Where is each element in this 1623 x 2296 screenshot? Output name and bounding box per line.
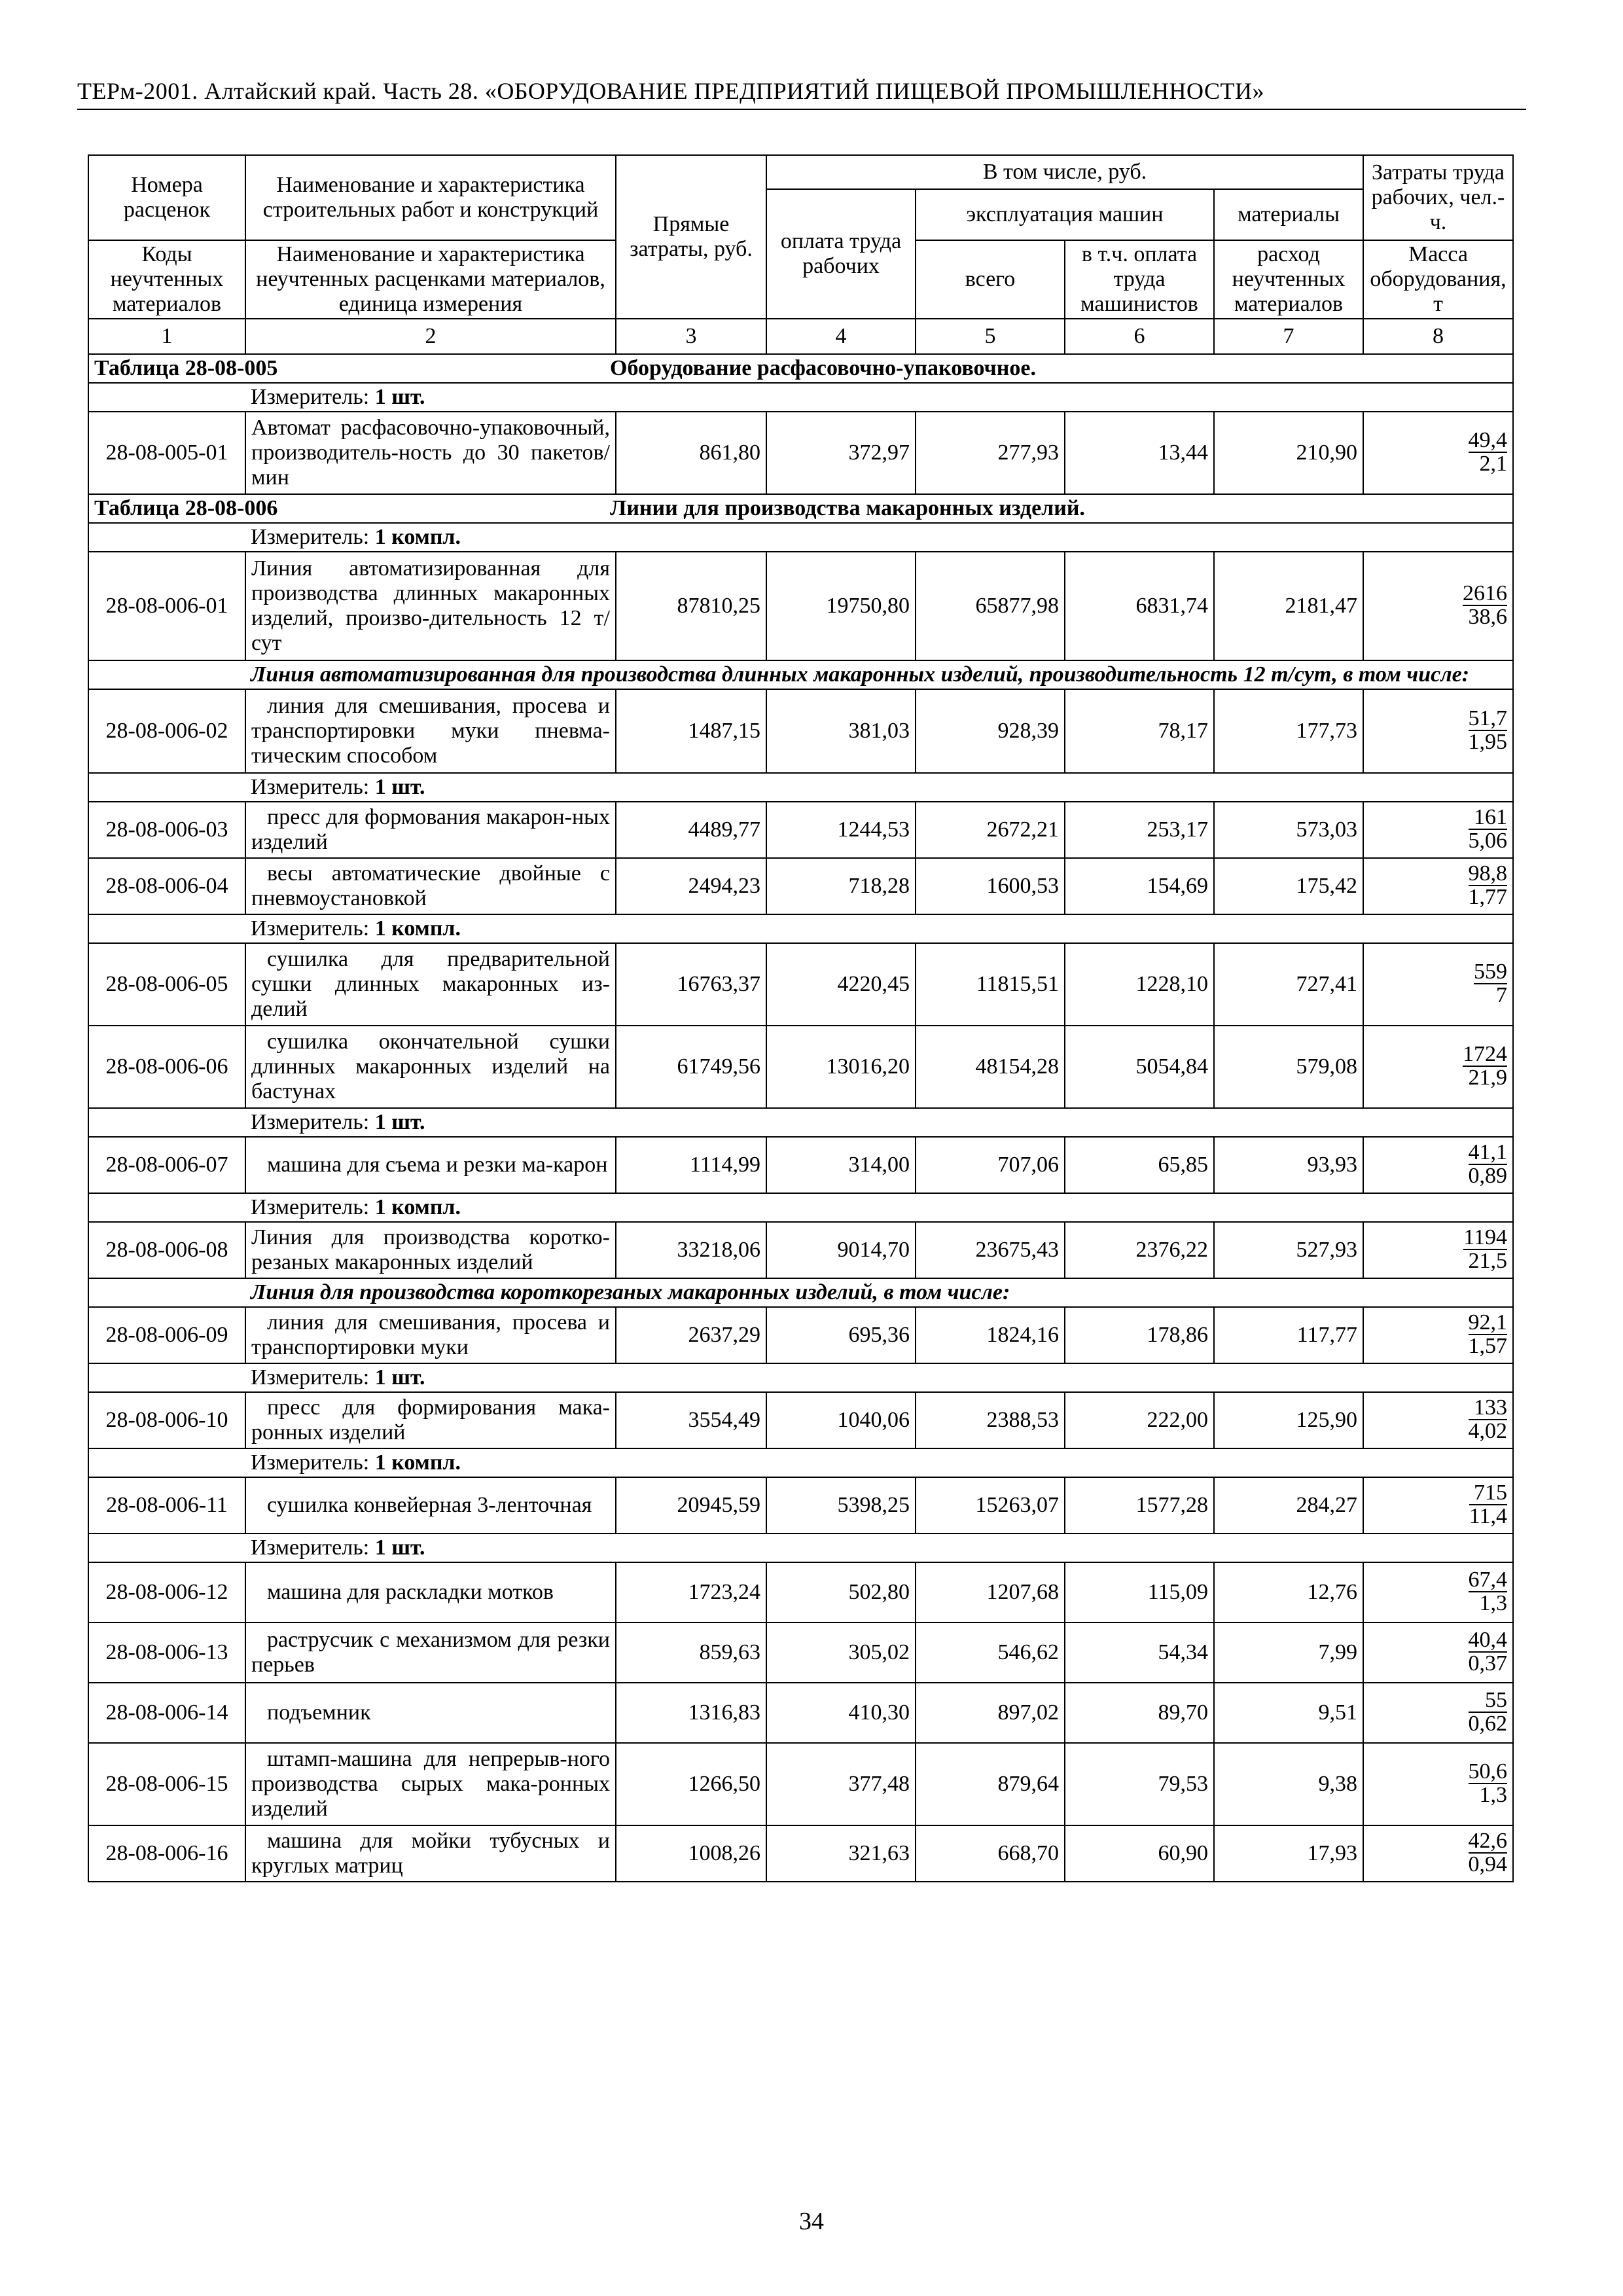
- materials-value: 17,93: [1214, 1825, 1363, 1882]
- direct-costs: 20945,59: [616, 1477, 766, 1534]
- measure-row: [245, 1363, 1513, 1392]
- measure-row: [245, 914, 1513, 943]
- machine-total: 1207,68: [916, 1562, 1065, 1623]
- labor-value: 161: [1469, 806, 1508, 830]
- worker-pay: 381,03: [766, 689, 916, 773]
- materials-value: 727,41: [1214, 943, 1363, 1026]
- machine-total: 668,70: [916, 1825, 1065, 1882]
- col-number: 4: [766, 319, 916, 354]
- table-row: [88, 412, 1513, 494]
- direct-costs: 1008,26: [616, 1825, 766, 1882]
- operator-pay: 253,17: [1065, 802, 1214, 858]
- labor-value: 55: [1469, 1689, 1508, 1713]
- rate-code: 28-08-006-07: [88, 1137, 245, 1193]
- machine-total: 897,02: [916, 1683, 1065, 1743]
- rate-description: линия для смешивания, просева и транспортировки муки пневма-тическим способом: [245, 689, 616, 773]
- table-row: [88, 689, 1513, 773]
- materials-value: 175,42: [1214, 858, 1363, 914]
- rate-description: машина для раскладки мотков: [245, 1562, 616, 1623]
- operator-pay: 54,34: [1065, 1623, 1214, 1683]
- col-worker-pay: оплата труда рабочих: [766, 189, 916, 319]
- col-unaccounted-names: Наименование и характеристика неучтенных расценками материалов, единица измерения: [245, 240, 616, 319]
- measure-row: [245, 773, 1513, 802]
- rate-code: 28-08-006-02: [88, 689, 245, 773]
- rate-description: Автомат расфасовочно-упаковочный, производитель-ность до 30 пакетов/мин: [245, 412, 616, 494]
- table-title: Оборудование расфасовочно-упаковочное.: [610, 356, 1036, 380]
- materials-value: 579,08: [1214, 1026, 1363, 1108]
- materials-value: 12,76: [1214, 1562, 1363, 1623]
- materials-value: 284,27: [1214, 1477, 1363, 1534]
- worker-pay: 1040,06: [766, 1392, 916, 1448]
- worker-pay: 502,80: [766, 1562, 916, 1623]
- operator-pay: 79,53: [1065, 1743, 1214, 1825]
- col-total: всего: [916, 240, 1065, 319]
- table-row: [88, 802, 1513, 858]
- materials-value: 210,90: [1214, 412, 1363, 494]
- machine-total: 15263,07: [916, 1477, 1065, 1534]
- labor-value: 67,4: [1468, 1568, 1507, 1592]
- labor-mass: [1363, 802, 1513, 858]
- mass-value: 0,62: [1468, 1712, 1507, 1736]
- labor-mass: [1363, 1477, 1513, 1534]
- rate-code: 28-08-006-16: [88, 1825, 245, 1882]
- direct-costs: 1266,50: [616, 1743, 766, 1825]
- col-rate-numbers: Номера расценок: [88, 155, 245, 240]
- operator-pay: 115,09: [1065, 1562, 1214, 1623]
- table-heading: [88, 354, 1513, 383]
- rate-code: 28-08-006-10: [88, 1392, 245, 1448]
- col-materials: материалы: [1214, 189, 1363, 240]
- machine-total: 48154,28: [916, 1026, 1065, 1108]
- measure-value: 1 шт.: [374, 385, 425, 409]
- labor-value: 51,7: [1468, 706, 1507, 730]
- materials-value: 527,93: [1214, 1222, 1363, 1278]
- direct-costs: 16763,37: [616, 943, 766, 1026]
- direct-costs: 861,80: [616, 412, 766, 494]
- machine-total: 928,39: [916, 689, 1065, 773]
- col-labor-costs: Затраты труда рабочих, чел.-ч.: [1363, 155, 1513, 240]
- materials-value: 125,90: [1214, 1392, 1363, 1448]
- direct-costs: 859,63: [616, 1623, 766, 1683]
- table-row: [88, 1307, 1513, 1363]
- machine-total: 65877,98: [916, 552, 1065, 660]
- table-title: Линии для производства макаронных изделий.: [610, 496, 1085, 520]
- measure-value: 1 шт.: [374, 775, 425, 799]
- labor-mass: [1363, 1825, 1513, 1882]
- operator-pay: 60,90: [1065, 1825, 1214, 1882]
- mass-value: 7: [1496, 983, 1507, 1007]
- table-row: [88, 858, 1513, 914]
- table-row: [88, 1623, 1513, 1683]
- rate-description: пресс для формования макарон-ных изделий: [245, 802, 616, 858]
- worker-pay: 4220,45: [766, 943, 916, 1026]
- worker-pay: 19750,80: [766, 552, 916, 660]
- labor-mass: [1363, 1026, 1513, 1108]
- operator-pay: 2376,22: [1065, 1222, 1214, 1278]
- rate-description: машина для съема и резки ма-карон: [245, 1137, 616, 1193]
- rate-code: 28-08-006-06: [88, 1026, 245, 1108]
- operator-pay: 78,17: [1065, 689, 1214, 773]
- labor-mass: [1363, 1623, 1513, 1683]
- mass-value: 1,95: [1468, 730, 1507, 754]
- col-number: 7: [1214, 319, 1363, 354]
- col-equipment-mass: Масса оборудования, т: [1363, 240, 1513, 319]
- labor-mass: [1363, 689, 1513, 773]
- labor-value: 98,8: [1468, 861, 1507, 886]
- operator-pay: 6831,74: [1065, 552, 1214, 660]
- mass-value: 4,02: [1468, 1419, 1507, 1443]
- machine-total: 879,64: [916, 1743, 1065, 1825]
- worker-pay: 305,02: [766, 1623, 916, 1683]
- direct-costs: 1723,24: [616, 1562, 766, 1623]
- labor-value: 92,1: [1468, 1310, 1507, 1335]
- machine-total: 277,93: [916, 412, 1065, 494]
- machine-total: 23675,43: [916, 1222, 1065, 1278]
- worker-pay: 695,36: [766, 1307, 916, 1363]
- machine-total: 11815,51: [916, 943, 1065, 1026]
- worker-pay: 410,30: [766, 1683, 916, 1743]
- col-number: 3: [616, 319, 766, 354]
- labor-value: 133: [1469, 1397, 1508, 1420]
- operator-pay: 222,00: [1065, 1392, 1214, 1448]
- col-number: 5: [916, 319, 1065, 354]
- rate-description: штамп-машина для непрерыв-ного производства сырых мака-ронных изделий: [245, 1743, 616, 1825]
- labor-mass: [1363, 1307, 1513, 1363]
- labor-value: 2616: [1463, 581, 1507, 605]
- direct-costs: 87810,25: [616, 552, 766, 660]
- worker-pay: 377,48: [766, 1743, 916, 1825]
- materials-value: 2181,47: [1214, 552, 1363, 660]
- materials-value: 117,77: [1214, 1307, 1363, 1363]
- machine-total: 707,06: [916, 1137, 1065, 1193]
- rate-code: 28-08-006-01: [88, 552, 245, 660]
- labor-value: 42,6: [1468, 1829, 1507, 1853]
- labor-mass: [1363, 1562, 1513, 1623]
- measure-value: 1 шт.: [374, 1535, 425, 1560]
- table-row: [88, 1392, 1513, 1448]
- mass-value: 2,1: [1479, 452, 1507, 476]
- rate-code: 28-08-006-15: [88, 1743, 245, 1825]
- table-row: [88, 1683, 1513, 1743]
- operator-pay: 89,70: [1065, 1683, 1214, 1743]
- table-row: [88, 1222, 1513, 1278]
- col-work-name: Наименование и характеристика строительных работ и конструкций: [245, 155, 616, 240]
- rate-code: 28-08-006-03: [88, 802, 245, 858]
- measure-label: Измеритель:: [251, 1365, 370, 1390]
- table-row: [88, 1825, 1513, 1882]
- measure-value: 1 шт.: [374, 1365, 425, 1390]
- table-row: [88, 1743, 1513, 1825]
- operator-pay: 13,44: [1065, 412, 1214, 494]
- mass-value: 0,89: [1468, 1164, 1507, 1188]
- rate-description: пресс для формирования мака-ронных изделий: [245, 1392, 616, 1448]
- page-number: 34: [799, 2208, 824, 2235]
- col-number: 8: [1363, 319, 1513, 354]
- rate-description: Линия для производства коротко-резаных макаронных изделий: [245, 1222, 616, 1278]
- measure-value: 1 компл.: [374, 525, 461, 549]
- table-heading: [88, 494, 1513, 523]
- col-direct-costs: Прямые затраты, руб.: [616, 155, 766, 319]
- labor-mass: [1363, 1683, 1513, 1743]
- measure-row: [245, 383, 1513, 412]
- rate-code: 28-08-006-08: [88, 1222, 245, 1278]
- labor-value: 50,6: [1468, 1759, 1507, 1784]
- table-row: [88, 1026, 1513, 1108]
- materials-value: 9,51: [1214, 1683, 1363, 1743]
- table-number: Таблица 28-08-005: [94, 356, 278, 380]
- labor-mass: [1363, 552, 1513, 660]
- table-row: [88, 1562, 1513, 1623]
- labor-mass: [1363, 1137, 1513, 1193]
- materials-value: 573,03: [1214, 802, 1363, 858]
- labor-mass: [1363, 1222, 1513, 1278]
- mass-value: 21,5: [1468, 1249, 1507, 1273]
- worker-pay: 314,00: [766, 1137, 916, 1193]
- machine-total: 546,62: [916, 1623, 1065, 1683]
- col-incl-operator-pay: в т.ч. оплата труда машинистов: [1065, 240, 1214, 319]
- measure-row: [245, 1448, 1513, 1477]
- direct-costs: 61749,56: [616, 1026, 766, 1108]
- labor-value: 1724: [1463, 1042, 1507, 1066]
- rate-code: 28-08-006-04: [88, 858, 245, 914]
- running-header: ТЕРм-2001. Алтайский край. Часть 28. «ОБОРУДОВАНИЕ ПРЕДПРИЯТИЙ ПИЩЕВОЙ ПРОМЫШЛЕННОСТИ»: [77, 78, 1264, 104]
- mass-value: 5,06: [1468, 829, 1507, 853]
- measure-label: Измеритель:: [251, 385, 370, 409]
- table-row: [88, 1477, 1513, 1534]
- mass-value: 1,3: [1479, 1591, 1507, 1615]
- col-machine-operation: эксплуатация машин: [916, 189, 1214, 240]
- labor-mass: [1363, 858, 1513, 914]
- header-rule: [77, 109, 1526, 110]
- labor-mass: [1363, 412, 1513, 494]
- measure-label: Измеритель:: [251, 775, 370, 799]
- rate-description: подъемник: [245, 1683, 616, 1743]
- operator-pay: 1577,28: [1065, 1477, 1214, 1534]
- table-number: Таблица 28-08-006: [94, 496, 278, 520]
- rate-code: 28-08-006-14: [88, 1683, 245, 1743]
- worker-pay: 1244,53: [766, 802, 916, 858]
- rate-description: Линия автоматизированная для производства длинных макаронных изделий, произво-дительность 12 т/сут: [245, 552, 616, 660]
- direct-costs: 1487,15: [616, 689, 766, 773]
- direct-costs: 2637,29: [616, 1307, 766, 1363]
- measure-label: Измеритель:: [251, 525, 370, 549]
- operator-pay: 5054,84: [1065, 1026, 1214, 1108]
- rate-description: линия для смешивания, просева и транспортировки муки: [245, 1307, 616, 1363]
- measure-value: 1 шт.: [374, 1110, 425, 1134]
- labor-value: 40,4: [1468, 1628, 1507, 1652]
- group-heading: Линия для производства короткорезаных макаронных изделий, в том числе:: [245, 1278, 1513, 1307]
- labor-value: 41,1: [1468, 1140, 1507, 1164]
- worker-pay: 718,28: [766, 858, 916, 914]
- mass-value: 1,3: [1479, 1783, 1507, 1807]
- direct-costs: 1316,83: [616, 1683, 766, 1743]
- worker-pay: 321,63: [766, 1825, 916, 1882]
- mass-value: 21,9: [1468, 1066, 1507, 1090]
- mass-value: 0,37: [1468, 1651, 1507, 1676]
- rate-description: сушилка конвейерная 3-ленточная: [245, 1477, 616, 1534]
- measure-value: 1 компл.: [374, 916, 461, 941]
- direct-costs: 2494,23: [616, 858, 766, 914]
- worker-pay: 372,97: [766, 412, 916, 494]
- machine-total: 1600,53: [916, 858, 1065, 914]
- rates-table: [88, 154, 1514, 1882]
- materials-value: 9,38: [1214, 1743, 1363, 1825]
- rate-description: раструсчик с механизмом для резки перьев: [245, 1623, 616, 1683]
- mass-value: 1,57: [1468, 1334, 1507, 1358]
- materials-value: 93,93: [1214, 1137, 1363, 1193]
- col-including: В том числе, руб.: [766, 155, 1363, 189]
- rate-code: 28-08-006-12: [88, 1562, 245, 1623]
- materials-value: 177,73: [1214, 689, 1363, 773]
- mass-value: 0,94: [1468, 1852, 1507, 1876]
- table-row: [88, 552, 1513, 660]
- operator-pay: 1228,10: [1065, 943, 1214, 1026]
- operator-pay: 154,69: [1065, 858, 1214, 914]
- direct-costs: 33218,06: [616, 1222, 766, 1278]
- direct-costs: 3554,49: [616, 1392, 766, 1448]
- worker-pay: 13016,20: [766, 1026, 916, 1108]
- measure-label: Измеритель:: [251, 1110, 370, 1134]
- direct-costs: 4489,77: [616, 802, 766, 858]
- rate-description: сушилка окончательной сушки длинных макаронных изделий на бастунах: [245, 1026, 616, 1108]
- rate-code: 28-08-005-01: [88, 412, 245, 494]
- col-unaccounted-consumption: расход неучтенных материалов: [1214, 240, 1363, 319]
- measure-row: [245, 1108, 1513, 1137]
- labor-value: 49,4: [1468, 428, 1507, 452]
- measure-label: Измеритель:: [251, 1195, 370, 1219]
- mass-value: 11,4: [1469, 1504, 1507, 1528]
- materials-value: 7,99: [1214, 1623, 1363, 1683]
- direct-costs: 1114,99: [616, 1137, 766, 1193]
- operator-pay: 178,86: [1065, 1307, 1214, 1363]
- machine-total: 1824,16: [916, 1307, 1065, 1363]
- rate-description: весы автоматические двойные с пневмоустановкой: [245, 858, 616, 914]
- labor-value: 559: [1474, 960, 1507, 984]
- operator-pay: 65,85: [1065, 1137, 1214, 1193]
- col-unaccounted-codes: Коды неучтенных материалов: [88, 240, 245, 319]
- mass-value: 1,77: [1468, 885, 1507, 909]
- rate-code: 28-08-006-09: [88, 1307, 245, 1363]
- labor-mass: [1363, 1743, 1513, 1825]
- table-row: [88, 1137, 1513, 1193]
- measure-label: Измеритель:: [251, 916, 370, 941]
- col-number: 6: [1065, 319, 1214, 354]
- rate-code: 28-08-006-11: [88, 1477, 245, 1534]
- measure-row: [245, 1193, 1513, 1222]
- rate-code: 28-08-006-13: [88, 1623, 245, 1683]
- measure-label: Измеритель:: [251, 1450, 370, 1475]
- group-heading: Линия автоматизированная для производства длинных макаронных изделий, производительность 12 т/сут, в том числе:: [245, 660, 1513, 689]
- measure-label: Измеритель:: [251, 1535, 370, 1560]
- machine-total: 2388,53: [916, 1392, 1065, 1448]
- table-row: [88, 943, 1513, 1026]
- measure-row: [245, 523, 1513, 552]
- machine-total: 2672,21: [916, 802, 1065, 858]
- measure-value: 1 компл.: [374, 1450, 461, 1475]
- worker-pay: 5398,25: [766, 1477, 916, 1534]
- rate-code: 28-08-006-05: [88, 943, 245, 1026]
- rate-description: сушилка для предварительной сушки длинных макаронных из-делий: [245, 943, 616, 1026]
- measure-value: 1 компл.: [374, 1195, 461, 1219]
- worker-pay: 9014,70: [766, 1222, 916, 1278]
- labor-value: 715: [1469, 1482, 1507, 1505]
- mass-value: 38,6: [1468, 605, 1507, 629]
- col-number: 2: [245, 319, 616, 354]
- rate-description: машина для мойки тубусных и круглых матриц: [245, 1825, 616, 1882]
- labor-value: 1194: [1463, 1225, 1507, 1249]
- labor-mass: [1363, 1392, 1513, 1448]
- labor-mass: [1363, 943, 1513, 1026]
- measure-row: [245, 1534, 1513, 1562]
- col-number: 1: [88, 319, 245, 354]
